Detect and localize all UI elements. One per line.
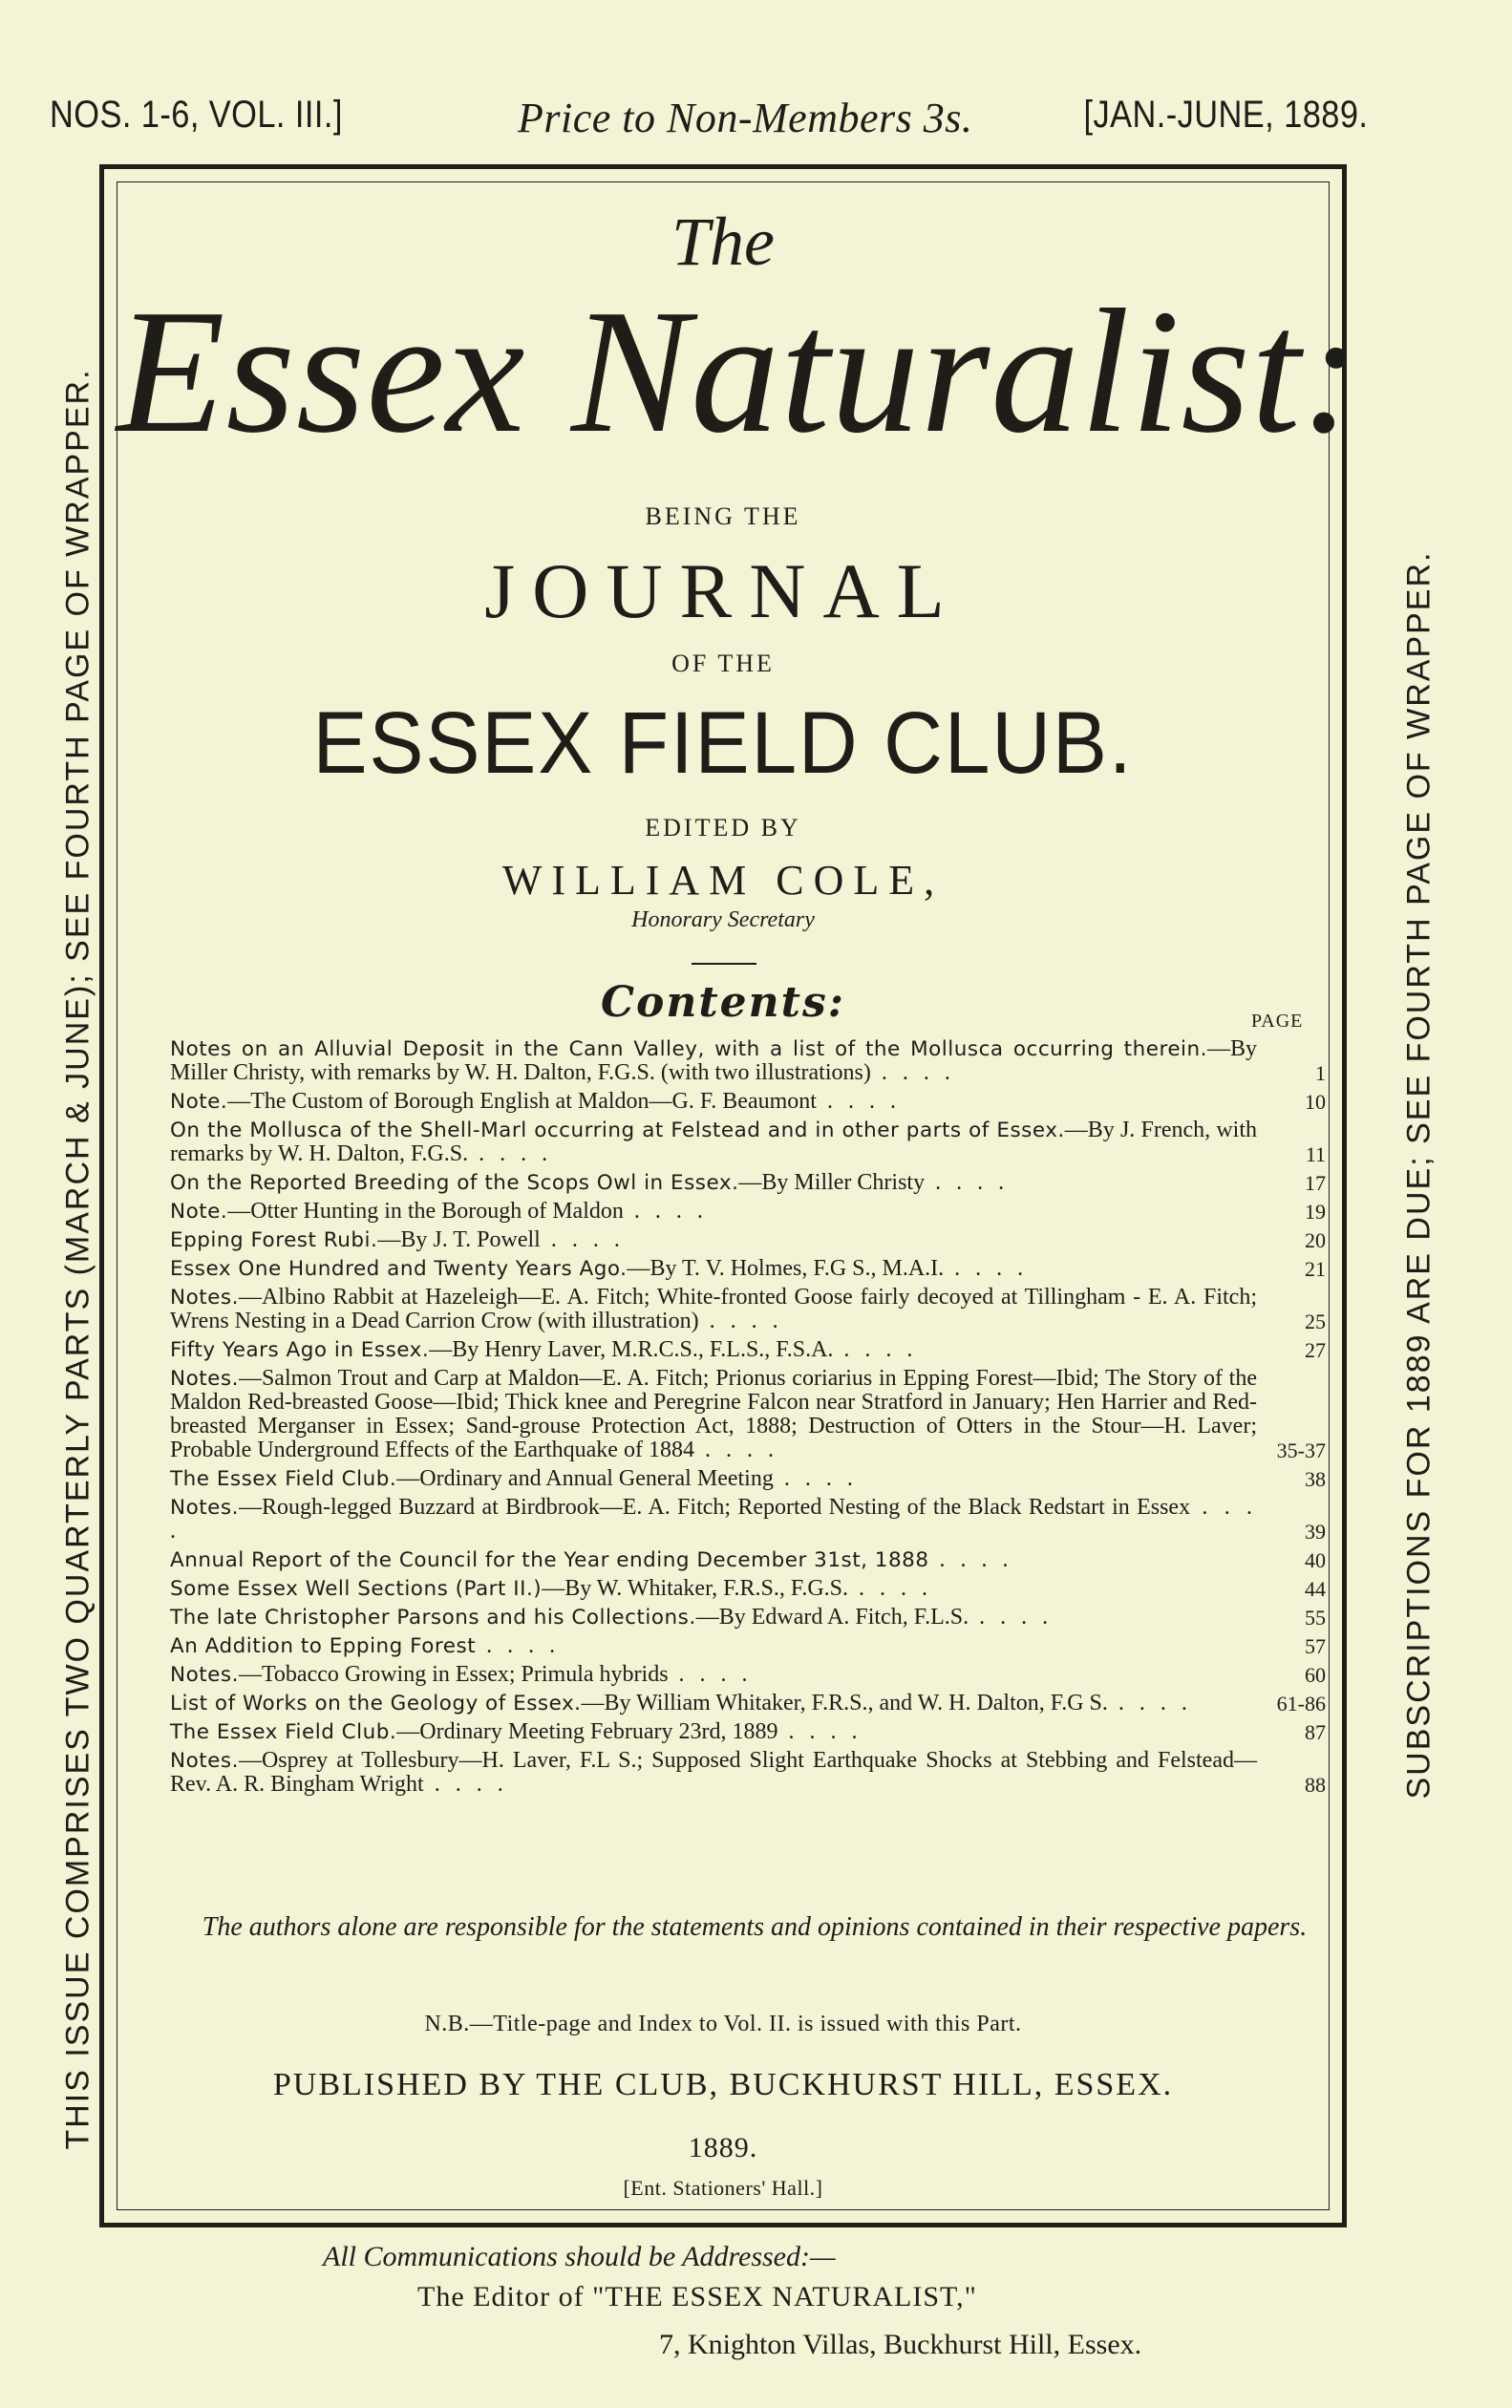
leader-dots: . . . . [833, 1337, 918, 1362]
contents-entry [170, 1577, 1326, 1601]
contents-item-page: 57 [1305, 1634, 1326, 1658]
contents-item-author: —By William Whitaker, F.R.S., and W. H. Dalton, F.G S. [581, 1691, 1108, 1715]
contents-item [170, 1200, 1326, 1224]
postal-address: 7, Knighton Villas, Buckhurst Hill, Essex. [659, 2329, 1142, 2360]
contents-item-title: On the Reported Breeding of the Scops Owl in Essex. [170, 1171, 739, 1195]
editor-address-line: The Editor of "THE ESSEX NATURALIST," [417, 2281, 977, 2312]
editor-name: WILLIAM COLE, [501, 857, 945, 904]
contents-heading: Contents: [600, 978, 845, 1027]
contents-item-author: —Osprey at Tollesbury—H. Laver, F.L S.; Supposed Slight Earthquake Shocks at Stebbing and Felstead—Rev. A. R. Bingham Wright [170, 1748, 1257, 1797]
contents-entry [170, 1200, 1326, 1224]
leader-dots: . . . . [698, 1309, 783, 1333]
editor-role: Honorary Secretary [631, 907, 815, 932]
contents-item-page: 10 [1305, 1090, 1326, 1114]
contents-item-page: 19 [1305, 1200, 1326, 1224]
contents-entry [170, 1286, 1326, 1333]
contents-item-title: Notes. [170, 1496, 239, 1520]
leader-dots: . . . . [870, 1060, 955, 1085]
contents-entry [170, 1720, 1326, 1744]
left-side-note: THIS ISSUE COMPRISES TWO QUARTERLY PARTS (MARCH & JUNE); SEE FOURTH PAGE OF WRAPPER. [59, 368, 96, 2150]
contents-item [170, 1496, 1326, 1544]
contents-item-title: Essex One Hundred and Twenty Years Ago. [170, 1257, 628, 1281]
contents-item-title: Some Essex Well Sections (Part II.) [170, 1577, 543, 1601]
contents-item-author: —Ordinary Meeting February 23rd, 1889 [396, 1719, 778, 1744]
contents-item [170, 1577, 1326, 1601]
volume-label: NOS. 1-6, VOL. III.] [50, 94, 343, 136]
leader-dots: . . . . [623, 1199, 708, 1224]
contents-item-author: —Albino Rabbit at Hazeleigh—E. A. Fitch; White-fronted Goose fairly decoyed at Tillingham - E. A. Fitch; Wrens Nesting in a Dead Carrion Crow (with illustration) [170, 1285, 1257, 1333]
contents-item-author: —By J. T. Powell [377, 1227, 541, 1252]
contents-item-page: 55 [1305, 1606, 1326, 1630]
contents-entry [170, 1467, 1326, 1491]
contents-item [170, 1749, 1326, 1797]
contents-entry [170, 1548, 1326, 1572]
contents-item [170, 1467, 1326, 1491]
contents-item-author: —Ordinary and Annual General Meeting [396, 1466, 774, 1491]
contents-item [170, 1037, 1326, 1085]
publisher-line: PUBLISHED BY THE CLUB, BUCKHURST HILL, ESSEX. [272, 2067, 1174, 2102]
leader-dots: . . . . [816, 1089, 901, 1114]
leader-dots: . . . . [773, 1466, 858, 1491]
leader-dots: . . . . [925, 1170, 1010, 1195]
contents-item-page: 38 [1305, 1467, 1326, 1491]
contents-entry [170, 1228, 1326, 1252]
page-column-label: PAGE [1251, 1011, 1304, 1032]
contents-item [170, 1606, 1326, 1630]
contents-item-author: —By Miller Christy, with remarks by W. H. Dalton, F.G.S. (with two illustrations) [170, 1036, 1257, 1085]
contents-item [170, 1257, 1326, 1281]
contents-entry [170, 1119, 1326, 1166]
contents-item-title: On the Mollusca of the Shell-Marl occurring at Felstead and in other parts of Essex. [170, 1119, 1065, 1142]
contents-item-author: —Salmon Trout and Carp at Maldon—E. A. Fitch; Prionus coriarius in Epping Forest—Ibid; The Story of the Maldon Red-breasted Goose—Ibid; Thick knee and Peregrine Falcon near Stratford in January; Hen Harrier and Red-breasted Merganser in Essex; Sand-grouse Protection Act, 1888; Destruction of Otters in the Stour—H. Laver; Probable Underground Effects of the Earthquake of 1884 [170, 1366, 1257, 1462]
contents-item-author: —Rough-legged Buzzard at Birdbrook—E. A. Fitch; Reported Nesting of the Black Redstart in Essex [238, 1495, 1191, 1520]
contents-item-author: —By Miller Christy [738, 1170, 926, 1195]
leader-dots: . . . . [476, 1633, 561, 1658]
contents-item-title: The Essex Field Club. [170, 1467, 397, 1491]
contents-item [170, 1663, 1326, 1687]
contents-item-page: 87 [1305, 1720, 1326, 1744]
contents-item-page: 17 [1305, 1171, 1326, 1195]
contents-item-author: —By W. Whitaker, F.R.S., F.G.S. [542, 1576, 849, 1601]
contents-item-page: 27 [1305, 1338, 1326, 1362]
title-the: The [671, 203, 775, 280]
contents-item-page: 1 [1315, 1061, 1326, 1085]
contents-entry [170, 1749, 1326, 1797]
leader-dots: . . . . [777, 1719, 862, 1744]
contents-item-author: —Tobacco Growing in Essex; Primula hybrids [238, 1662, 669, 1687]
nb-note: N.B.—Title-page and Index to Vol. II. is issued with this Part. [424, 2012, 1022, 2036]
being-the-label: BEING THE [645, 502, 801, 530]
leader-dots: . . . . [1107, 1691, 1192, 1715]
contents-entry [170, 1037, 1326, 1085]
leader-dots: . . . . [540, 1227, 625, 1252]
contents-entry [170, 1171, 1326, 1195]
date-label: [JAN.-JUNE, 1889. [1083, 94, 1368, 136]
contents-item [170, 1634, 1326, 1658]
contents-item-page: 35-37 [1276, 1438, 1326, 1462]
club-name: ESSEX FIELD CLUB. [312, 694, 1134, 792]
contents-item-title: The late Christopher Parsons and his Collections. [170, 1606, 696, 1630]
magazine-title: Essex Naturalist: [117, 273, 1362, 470]
contents-item-page: 61-86 [1276, 1692, 1326, 1715]
leader-dots: . . . . [170, 1495, 1257, 1544]
contents-entry [170, 1338, 1326, 1362]
contents-item [170, 1692, 1326, 1715]
contents-item-page: 39 [1305, 1520, 1326, 1544]
contents-item-title: Note. [170, 1200, 228, 1224]
top-header [50, 94, 1368, 143]
contents-item-author: —Otter Hunting in the Borough of Maldon [227, 1199, 624, 1224]
leader-dots: . . . . [848, 1576, 933, 1601]
leader-dots: . . . . [668, 1662, 753, 1687]
leader-dots: . . . . [693, 1438, 778, 1462]
contents-item [170, 1228, 1326, 1252]
contents-item-title: The Essex Field Club. [170, 1720, 397, 1744]
contents-item-title: Notes. [170, 1663, 239, 1687]
contents-item-page: 20 [1305, 1228, 1326, 1252]
publication-year: 1889. [688, 2132, 758, 2163]
contents-item-page: 11 [1305, 1142, 1326, 1166]
communications-note: All Communications should be Addressed:— [323, 2241, 836, 2272]
contents-item-page: 60 [1305, 1663, 1326, 1687]
contents-entry [170, 1090, 1326, 1114]
contents-entry [170, 1606, 1326, 1630]
journal-label: JOURNAL [484, 547, 962, 634]
right-side-note: SUBSCRIPTIONS FOR 1889 ARE DUE; SEE FOURTH PAGE OF WRAPPER. [1400, 550, 1437, 1800]
contents-list [170, 1037, 1326, 1801]
contents-entry [170, 1367, 1326, 1462]
contents-item-title: Notes. [170, 1749, 239, 1773]
contents-item-page: 44 [1305, 1577, 1326, 1601]
stationers-hall-note: [Ent. Stationers' Hall.] [623, 2176, 823, 2200]
contents-item [170, 1338, 1326, 1362]
leader-dots: . . . . [468, 1141, 553, 1166]
of-the-label: OF THE [671, 650, 775, 677]
disclaimer: The authors alone are responsible for the statements and opinions contained in their respective papers. [202, 1912, 1308, 1942]
contents-item-author: —By Henry Laver, M.R.C.S., F.L.S., F.S.A. [429, 1337, 834, 1362]
contents-item-title: Note. [170, 1090, 228, 1114]
contents-item-author: —By T. V. Holmes, F.G S., M.A.I. [627, 1256, 945, 1281]
contents-item-title: Notes. [170, 1286, 239, 1310]
contents-item [170, 1286, 1326, 1333]
contents-item [170, 1720, 1326, 1744]
contents-item-title: Notes on an Alluvial Deposit in the Cann Valley, with a list of the Mollusca occurring therein. [170, 1037, 1207, 1061]
contents-item-title: Notes. [170, 1367, 239, 1391]
contents-entry [170, 1663, 1326, 1687]
contents-item [170, 1171, 1326, 1195]
contents-item-page: 25 [1305, 1310, 1326, 1333]
contents-item-title: An Addition to Epping Forest [170, 1634, 477, 1658]
contents-item [170, 1090, 1326, 1114]
contents-entry [170, 1692, 1326, 1715]
contents-item-author: —By Edward A. Fitch, F.L.S. [695, 1605, 969, 1630]
contents-entry [170, 1496, 1326, 1544]
leader-dots: . . . . [928, 1547, 1013, 1572]
contents-item [170, 1367, 1326, 1462]
leader-dots: . . . . [969, 1605, 1054, 1630]
contents-item-page: 88 [1305, 1773, 1326, 1797]
contents-item-title: Epping Forest Rubi. [170, 1228, 378, 1252]
contents-item [170, 1548, 1326, 1572]
contents-item-title: Annual Report of the Council for the Year ending December 31st, 1888 [170, 1548, 929, 1572]
contents-item-page: 21 [1305, 1257, 1326, 1281]
leader-dots: . . . . [423, 1772, 508, 1797]
contents-item [170, 1119, 1326, 1166]
contents-divider [692, 963, 756, 965]
contents-entry [170, 1634, 1326, 1658]
contents-item-author: —By J. French, with remarks by W. H. Dalton, F.G.S. [170, 1118, 1257, 1166]
contents-item-title: List of Works on the Geology of Essex. [170, 1692, 582, 1715]
contents-item-title: Fifty Years Ago in Essex. [170, 1338, 430, 1362]
leader-dots: . . . . [944, 1256, 1029, 1281]
contents-item-author: —The Custom of Borough English at Maldon—G. F. Beaumont [227, 1089, 817, 1114]
contents-entry [170, 1257, 1326, 1281]
contents-item-page: 40 [1305, 1548, 1326, 1572]
price-label: Price to Non-Members 3s. [518, 95, 973, 141]
edited-by-label: EDITED BY [645, 814, 801, 842]
